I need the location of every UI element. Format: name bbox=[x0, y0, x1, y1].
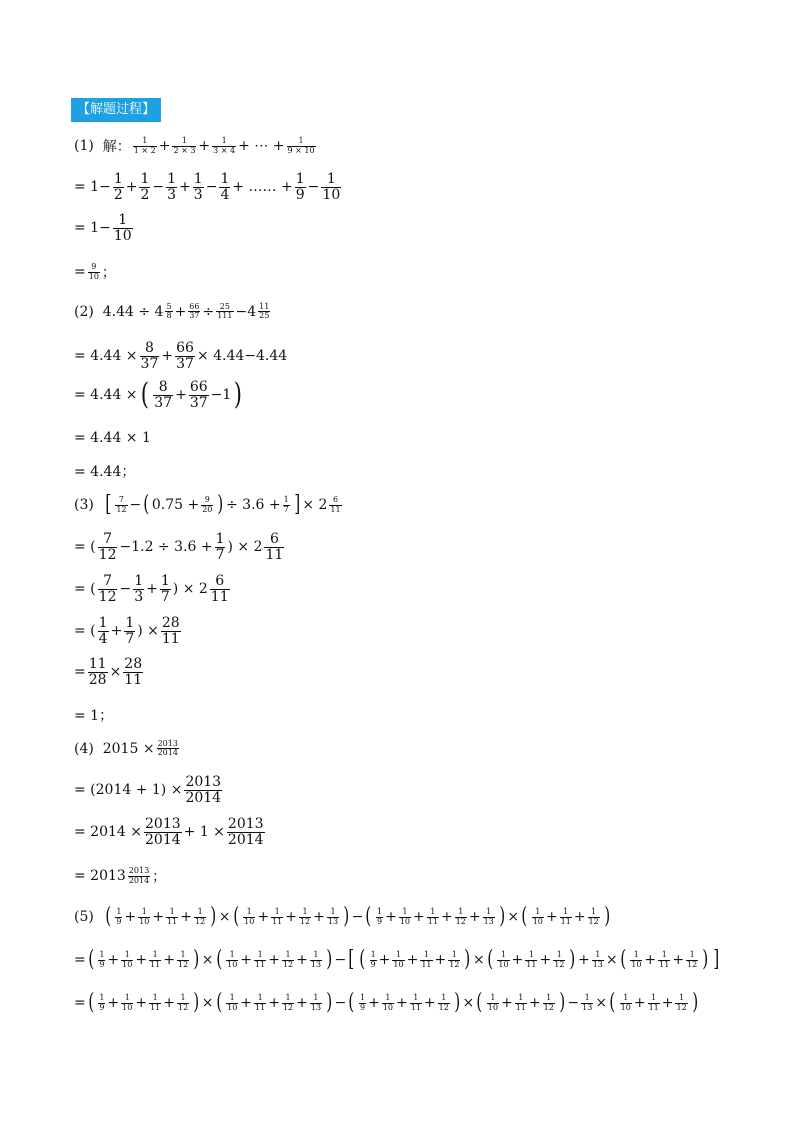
part2-step1: = 4.44 × 8 37 + 66 37 × 4.44−4.44 bbox=[74, 340, 288, 372]
part3-problem: (3) [ 7 12 − ( 0.75 + 9 20 ) ÷ 3.6 + 1 7 ] × 2 6 11 bbox=[74, 492, 341, 517]
part2-result: = 4.44； bbox=[74, 464, 136, 480]
part4-step1: = (2014 + 1) × $\frac{2013}{2014}$ bbox=[74, 774, 222, 806]
part2-problem: (2) 4.44 ÷ 4 5 8 + 66 37 ÷ 25 111 −4 11 25 bbox=[74, 302, 270, 321]
part2-step3: = 4.44 × 1 bbox=[74, 430, 151, 446]
part1-step2: = 1− 1 10 bbox=[74, 212, 132, 244]
part3-step3: = ( 1 4 + 1 7 ) × 28 11 bbox=[74, 615, 180, 647]
part3-result: = 1； bbox=[74, 708, 114, 724]
part1-problem: (1) 解： 1 1 × 2 + 1 2 × 3 + 1 3 × 4 + ⋯ + 1 9 × 10 bbox=[74, 136, 315, 155]
part4-step2: = 2014 × $\frac{2013}{2014}$ + 1 × 2013 2014 bbox=[74, 816, 264, 848]
part1-step3: = 9 10 ； bbox=[74, 262, 116, 281]
part1-step1: = 1− 1 2 + 1 2 − 1 3 + 1 3 − 1 4 + …… + 1 9 − 1 10 bbox=[74, 171, 341, 203]
part2-step2: = 4.44 × ( 8 37 + 66 37 −1 ) bbox=[74, 377, 243, 413]
solution-header: 【解题过程】 bbox=[71, 98, 161, 122]
part4-problem: (4) 2015 × 2013 2014 bbox=[74, 739, 178, 758]
part3-step2: = ( 7 12 − 1 3 + 1 7 ) × 2 6 11 bbox=[74, 573, 229, 605]
part5-step1: = ( 1 9 + 1 10 + 1 11 + 1 12 ) × ( 1 10 + 1 11 + 1 12 + 1 13 ) − [ ( 1 9 + 1 10 + 1 11 + 1 12 ) × ( 1 10 + 1 11 + 1 12 ) + 1 13 × ( 1 10 + 1 11 + 1 12 ) ] bbox=[74, 947, 720, 972]
part5-step2: = ( 1 9 + 1 10 + 1 11 + 1 12 ) × ( 1 10 + 1 11 + 1 12 + 1 13 ) − ( 1 9 + 1 10 + 1 11 + 1 12 ) × ( 1 10 + 1 11 + 1 12 ) − 1 13 × ( 1 10 + 1 11 + 1 12 ) bbox=[74, 990, 698, 1015]
part3-step1: = ( 7 12 −1.2 ÷ 3.6 + 1 7 ) × 2 6 11 bbox=[74, 531, 284, 563]
part4-step3: = 2013 2013 2014 ； bbox=[74, 866, 167, 885]
part5-problem: (5) ( 1 9 + 1 10 + 1 11 + 1 12 ) × ( 1 10 + 1 11 + 1 12 + 1 13 ) − ( 1 9 + 1 10 + 1 11 + 1 12 + 1 13 ) × ( 1 10 + 1 11 + 1 12 ) bbox=[74, 904, 611, 929]
part3-step4: = 11 28 × 28 11 bbox=[74, 656, 143, 688]
